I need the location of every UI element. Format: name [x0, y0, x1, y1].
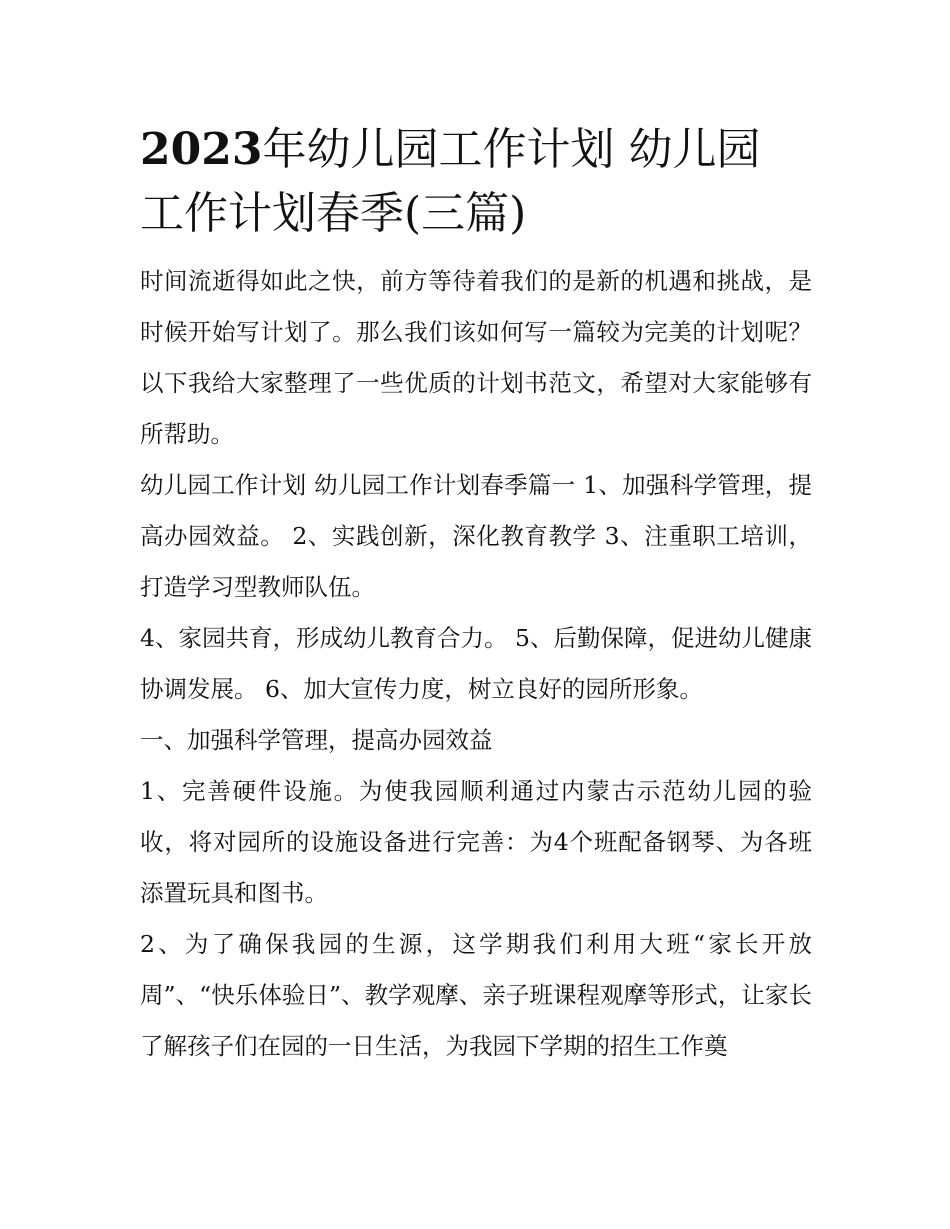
document-page — [140, 118, 812, 1072]
document-title — [140, 118, 780, 246]
intro-paragraph: 时间流逝得如此之快，前方等待着我们的是新的机遇和挑战，是时候开始写计划了。那么我们该如何写一篇较为完美的计划呢？以下我给大家整理了一些优质的计划书范文，希望对大家能够有所帮助。 — [140, 267, 812, 448]
item-two-paragraph: 2、为了确保我园的生源，这学期我们利用大班“家长开放周”、“快乐体验日”、教学观摩、亲子班课程观摩等形式，让家长了解孩子们在园的一日生活，为我园下学期的招生工作奠 — [140, 930, 812, 1060]
section-one-list-continued: 4、家园共育，形成幼儿教育合力。 5、后勤保障，促进幼儿健康协调发展。 6、加大宣传力度，树立良好的园所形象。 — [140, 624, 812, 703]
section-one-list-paragraph: 幼儿园工作计划 幼儿园工作计划春季篇一 1、加强科学管理，提高办园效益。 2、实践创新，深化教育教学 3、注重职工培训，打造学习型教师队伍。 — [140, 471, 812, 601]
title-text: 年幼儿园工作计划 幼儿园工作计划春季(三篇) — [140, 124, 761, 239]
title-year: 2023 — [140, 124, 263, 175]
item-one-paragraph: 1、完善硬件设施。为使我园顺利通过内蒙古示范幼儿园的验收，将对园所的设施设备进行完善：为4个班配备钢琴、为各班添置玩具和图书。 — [140, 777, 812, 907]
section-heading: 一、加强科学管理，提高办园效益 — [140, 726, 493, 754]
